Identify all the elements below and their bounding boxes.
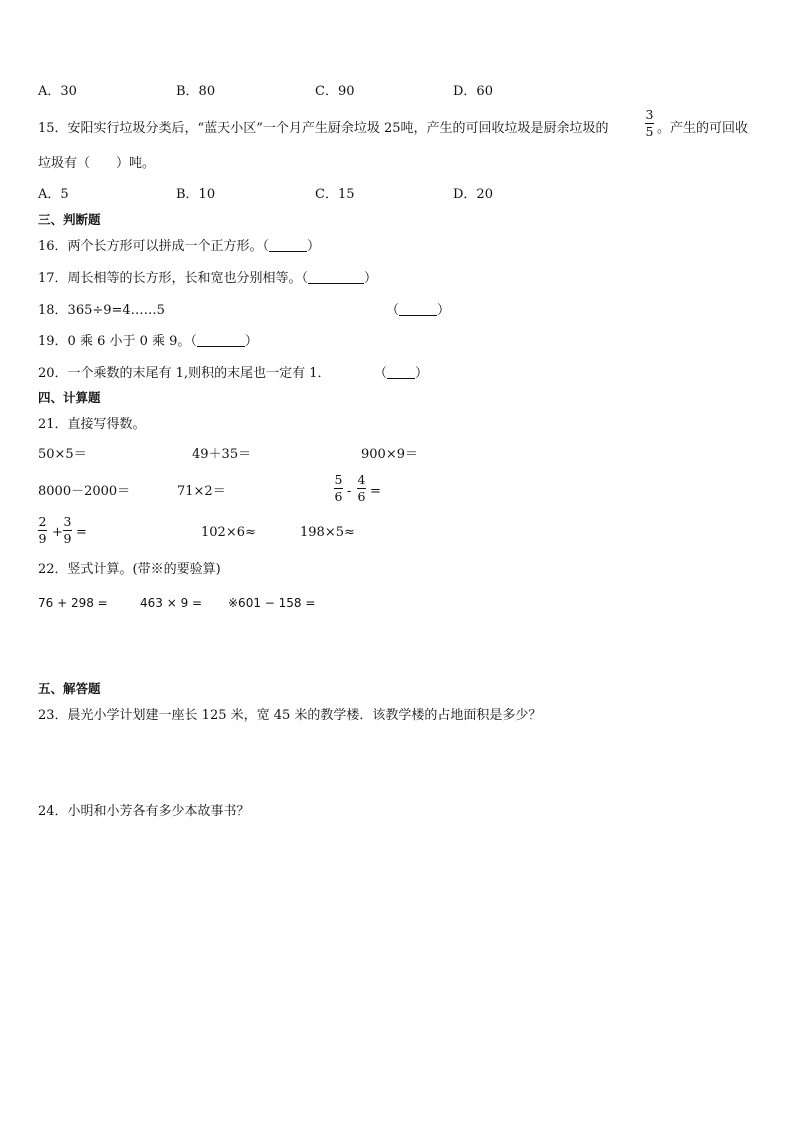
q21-item-4: 8000－2000＝ bbox=[38, 484, 131, 499]
q21-frac-2-operator: + bbox=[52, 525, 63, 540]
q19-statement: 19．0 乘 6 小于 0 乘 9。（ ） bbox=[38, 334, 258, 349]
q21-item-estimate-1: 102×6≈ bbox=[201, 525, 256, 540]
q22-item-3: ※601 − 158 = bbox=[228, 596, 316, 610]
q18-answer-blank[interactable] bbox=[399, 303, 437, 316]
q21-item-3: 900×9＝ bbox=[361, 447, 418, 462]
q15-question-text-3: 垃圾有（ ）吨。 bbox=[38, 156, 156, 171]
q20-answer: （ ） bbox=[374, 366, 429, 381]
q18-statement: 18．365÷9=4……5 bbox=[38, 303, 165, 318]
q23-question: 23．晨光小学计划建一座长 125 米，宽 45 米的教学楼．该教学楼的占地面积是多少？ bbox=[38, 708, 542, 723]
q15-option-b: B．10 bbox=[176, 187, 216, 202]
q21-frac-1-equals: = bbox=[370, 484, 381, 499]
q21-title: 21．直接写得数。 bbox=[38, 417, 146, 432]
q19-answer-blank[interactable] bbox=[197, 334, 245, 347]
q21-frac-1a: 5 6 bbox=[334, 472, 343, 504]
q15-option-a: A．5 bbox=[38, 187, 69, 202]
q14-option-d: D．60 bbox=[453, 84, 493, 99]
q24-question: 24．小明和小芳各有多少本故事书？ bbox=[38, 804, 250, 819]
q15-question-text-2: 。产生的可回收 bbox=[657, 121, 749, 136]
q15-fraction-numerator: 3 bbox=[645, 107, 654, 122]
q16-statement: 16．两个长方形可以拼成一个正方形。（ ） bbox=[38, 239, 321, 254]
q15-fraction-denominator: 5 bbox=[645, 124, 654, 139]
q17-answer-blank[interactable] bbox=[308, 271, 364, 284]
section-heading-calculation: 四、计算题 bbox=[38, 390, 101, 405]
q21-frac-1-operator: - bbox=[347, 484, 352, 499]
q14-option-a: A．30 bbox=[38, 84, 77, 99]
q21-item-estimate-2: 198×5≈ bbox=[300, 525, 355, 540]
q21-frac-2b: 3 9 bbox=[63, 514, 72, 546]
q14-option-c: C．90 bbox=[315, 84, 355, 99]
q14-option-b: B．80 bbox=[176, 84, 216, 99]
q20-statement: 20．一个乘数的末尾有 1,则积的末尾也一定有 1． bbox=[38, 366, 331, 381]
q21-item-2: 49＋35＝ bbox=[192, 447, 252, 462]
q16-answer-blank[interactable] bbox=[269, 239, 307, 252]
q15-option-d: D．20 bbox=[453, 187, 493, 202]
q20-answer-blank[interactable] bbox=[387, 366, 415, 379]
q15-fraction bbox=[645, 108, 654, 139]
q22-item-1: 76 + 298 = bbox=[38, 596, 108, 610]
q21-frac-2-equals: = bbox=[76, 525, 87, 540]
section-heading-judgment: 三、判断题 bbox=[38, 212, 101, 227]
q21-frac-2a: 2 9 bbox=[38, 514, 47, 546]
q22-title: 22．竖式计算。(带※的要验算) bbox=[38, 562, 221, 577]
q18-answer: （ ） bbox=[386, 303, 451, 318]
section-heading-word-problems: 五、解答题 bbox=[38, 681, 101, 696]
q15-option-c: C．15 bbox=[315, 187, 355, 202]
q21-item-5: 71×2＝ bbox=[177, 484, 226, 499]
q21-frac-1b: 4 6 bbox=[357, 472, 366, 504]
q17-statement: 17．周长相等的长方形，长和宽也分别相等。（ ） bbox=[38, 271, 378, 286]
q15-question-text: 15．安阳实行垃圾分类后，“蓝天小区”一个月产生厨余垃圾 25吨，产生的可回收垃圾是厨余垃圾的 bbox=[38, 121, 609, 136]
q21-item-1: 50×5＝ bbox=[38, 447, 87, 462]
q22-item-2: 463 × 9 = bbox=[140, 596, 203, 610]
